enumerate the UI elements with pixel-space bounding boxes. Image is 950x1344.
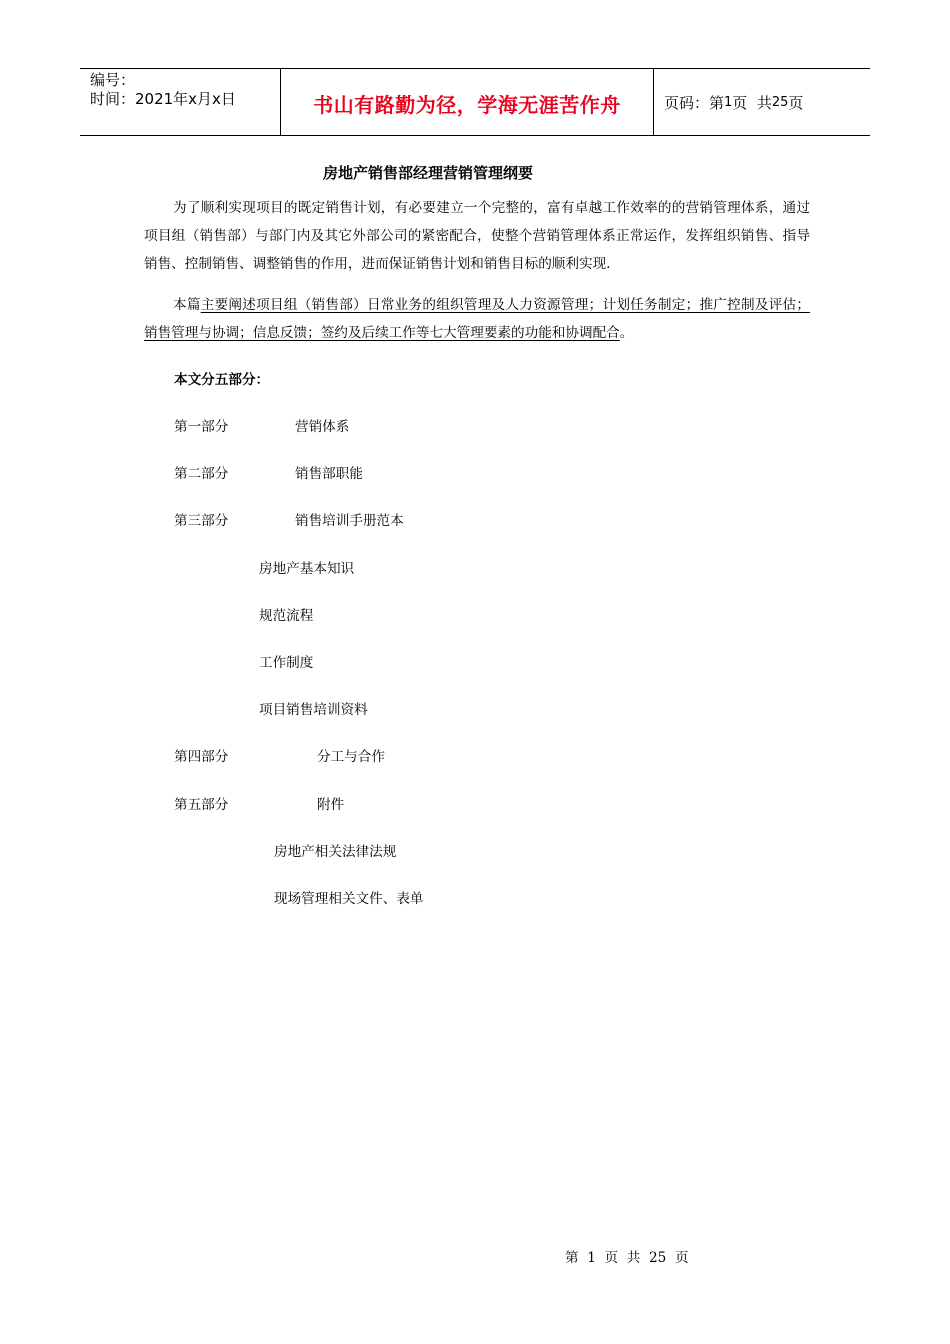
part3-title: 销售培训手册范本: [295, 513, 404, 529]
part1-label: 第一部分: [174, 419, 229, 435]
part3-sub-item: 工作制度: [259, 655, 314, 671]
parts-heading: 本文分五部分：: [174, 372, 270, 388]
header-meta: [80, 69, 281, 135]
page-suffix: 页: [788, 93, 804, 112]
page-prefix: 页码：第: [664, 93, 725, 112]
intro-paragraph: 为了顺利实现项目的既定销售计划，有必要建立一个完整的，富有卓越工作效率的的营销管理体系，通过项目组（销售部）与部门内及其它外部公司的紧密配合，使整个营销管理体系正常运作，发挥组织销售、指导销售、控制销售、调整销售的作用，进而保证销售计划和销售目标的顺利实现.: [144, 200, 810, 272]
part5-label: 第五部分: [174, 797, 229, 813]
part3-sub-item: 项目销售培训资料: [259, 702, 368, 718]
number-label: 编号：: [90, 71, 136, 89]
part2-label: 第二部分: [174, 466, 229, 482]
document-title: 房地产销售部经理营销管理纲要: [322, 164, 533, 182]
part5-title: 附件: [317, 797, 345, 813]
scope-paragraph: [144, 291, 810, 347]
page-header: [80, 68, 870, 136]
scope-suffix: 。: [619, 325, 634, 341]
part3-sub-item: 规范流程: [259, 608, 314, 624]
page-total: 25: [771, 94, 789, 110]
page-current: 1: [724, 94, 733, 110]
part1-title: 营销体系: [295, 419, 350, 435]
part5-sub-item: 房地产相关法律法规: [274, 844, 397, 860]
header-page-info: [654, 69, 870, 135]
scope-prefix: 本篇: [173, 297, 201, 313]
page-footer: 第 1 页 共 25 页: [565, 1250, 689, 1266]
part3-label: 第三部分: [174, 513, 229, 529]
part2-title: 销售部职能: [295, 466, 363, 482]
date-label: 时间：2021年x月x日: [90, 90, 236, 108]
part4-label: 第四部分: [174, 749, 229, 765]
scope-underlined-text: 主要阐述项目组（销售部）日常业务的组织管理及人力资源管理；计划任务制定；推广控制及评估；销售管理与协调；信息反馈；签约及后续工作等七大管理要素的功能和协调配合: [144, 297, 811, 341]
header-motto: 书山有路勤为径，学海无涯苦作舟: [281, 69, 654, 135]
page-mid: 页 共: [732, 93, 772, 112]
part5-sub-item: 现场管理相关文件、表单: [274, 891, 424, 907]
part4-title: 分工与合作: [317, 749, 385, 765]
part3-sub-item: 房地产基本知识: [259, 561, 355, 577]
